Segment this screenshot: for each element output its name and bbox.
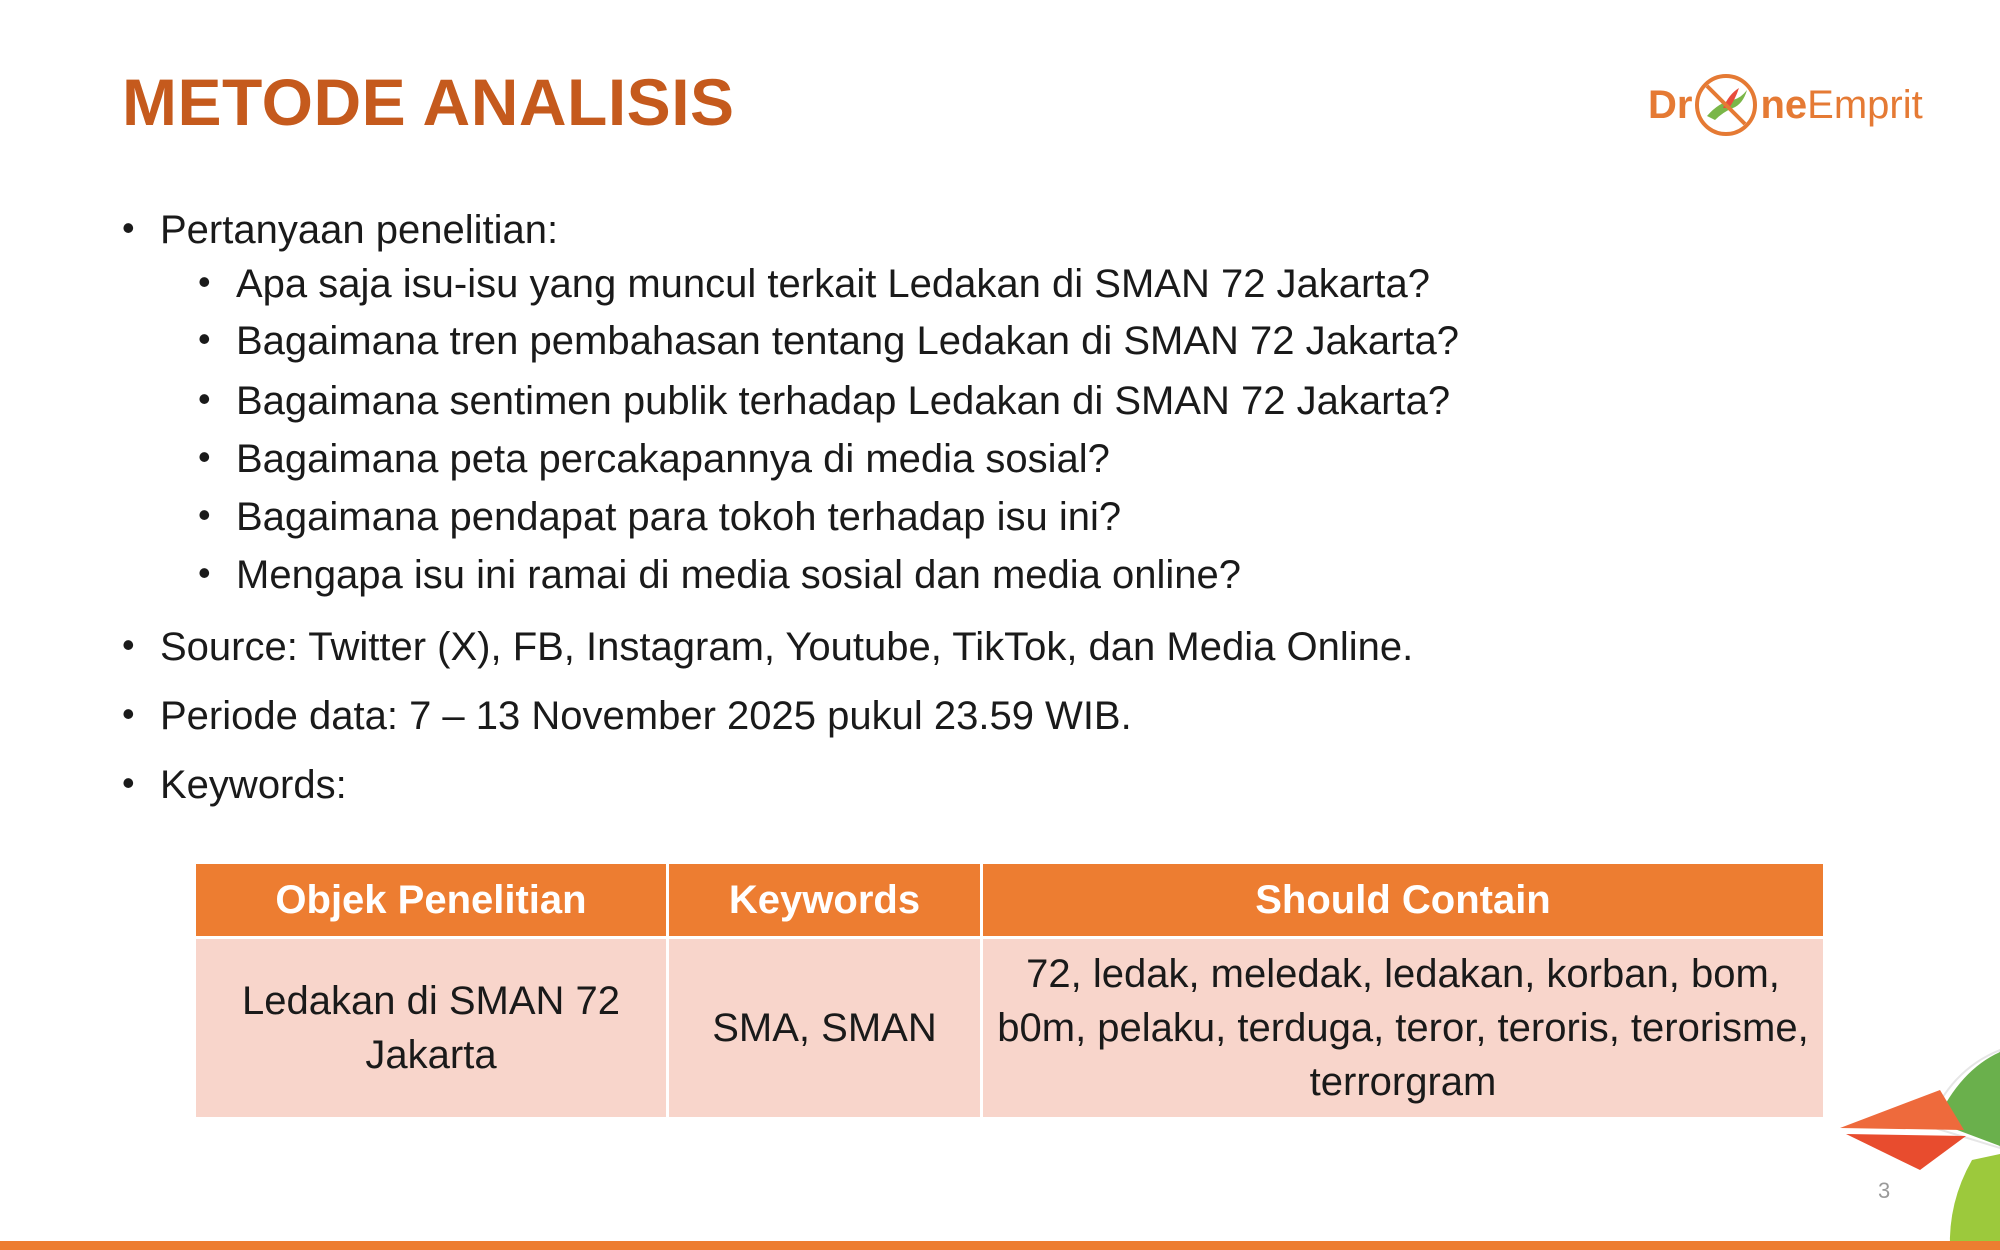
page-number: 3: [1878, 1178, 1891, 1203]
drone-emprit-logo: [1648, 70, 1923, 140]
bullet-period: • Periode data: 7 – 13 November 2025 pukul 23.59 WIB.: [122, 692, 1822, 740]
cell-objek: Ledakan di SMAN 72 Jakarta: [195, 938, 668, 1119]
table-row: [195, 938, 1825, 1119]
sub-bullet-question-3: • Bagaimana sentimen publik terhadap Ledakan di SMAN 72 Jakarta?: [122, 377, 1822, 425]
keywords-table: [193, 861, 1826, 1120]
sub-bullet-question-1: • Apa saja isu-isu yang muncul terkait Ledakan di SMAN 72 Jakarta?: [122, 260, 1822, 308]
bullet-source: • Source: Twitter (X), FB, Instagram, Youtube, TikTok, dan Media Online.: [122, 623, 1822, 671]
bullet-keywords-heading: • Keywords:: [122, 761, 1822, 809]
bullet-questions-heading: • Pertanyaan penelitian:: [122, 206, 1822, 254]
drone-ring-icon: [1693, 72, 1759, 138]
bullet-list: [122, 206, 1822, 809]
logo-text-emprit: Emprit: [1807, 82, 1923, 127]
table-header-row: [195, 863, 1825, 938]
sub-bullet-question-6: • Mengapa isu ini ramai di media sosial dan media online?: [122, 551, 1822, 599]
logo-text-dr: Dr: [1648, 82, 1693, 127]
cell-should-contain: 72, ledak, meledak, ledakan, korban, bom, b0m, pelaku, terduga, teror, teroris, terorisme, terrorgram: [982, 938, 1825, 1119]
header-objek-penelitian: Objek Penelitian: [195, 863, 668, 938]
slide-title: METODE ANALISIS: [122, 65, 735, 139]
cell-keywords: SMA, SMAN: [668, 938, 982, 1119]
logo-text-ne: ne: [1760, 82, 1808, 127]
sub-bullet-question-2: • Bagaimana tren pembahasan tentang Ledakan di SMAN 72 Jakarta?: [122, 317, 1822, 365]
header-keywords: Keywords: [668, 863, 982, 938]
sub-bullet-question-4: • Bagaimana peta percakapannya di media sosial?: [122, 435, 1822, 483]
bottom-accent-bar: [0, 1241, 2000, 1250]
sub-bullet-question-5: • Bagaimana pendapat para tokoh terhadap isu ini?: [122, 493, 1822, 541]
corner-decoration: [1800, 1030, 2000, 1250]
header-should-contain: Should Contain: [982, 863, 1825, 938]
